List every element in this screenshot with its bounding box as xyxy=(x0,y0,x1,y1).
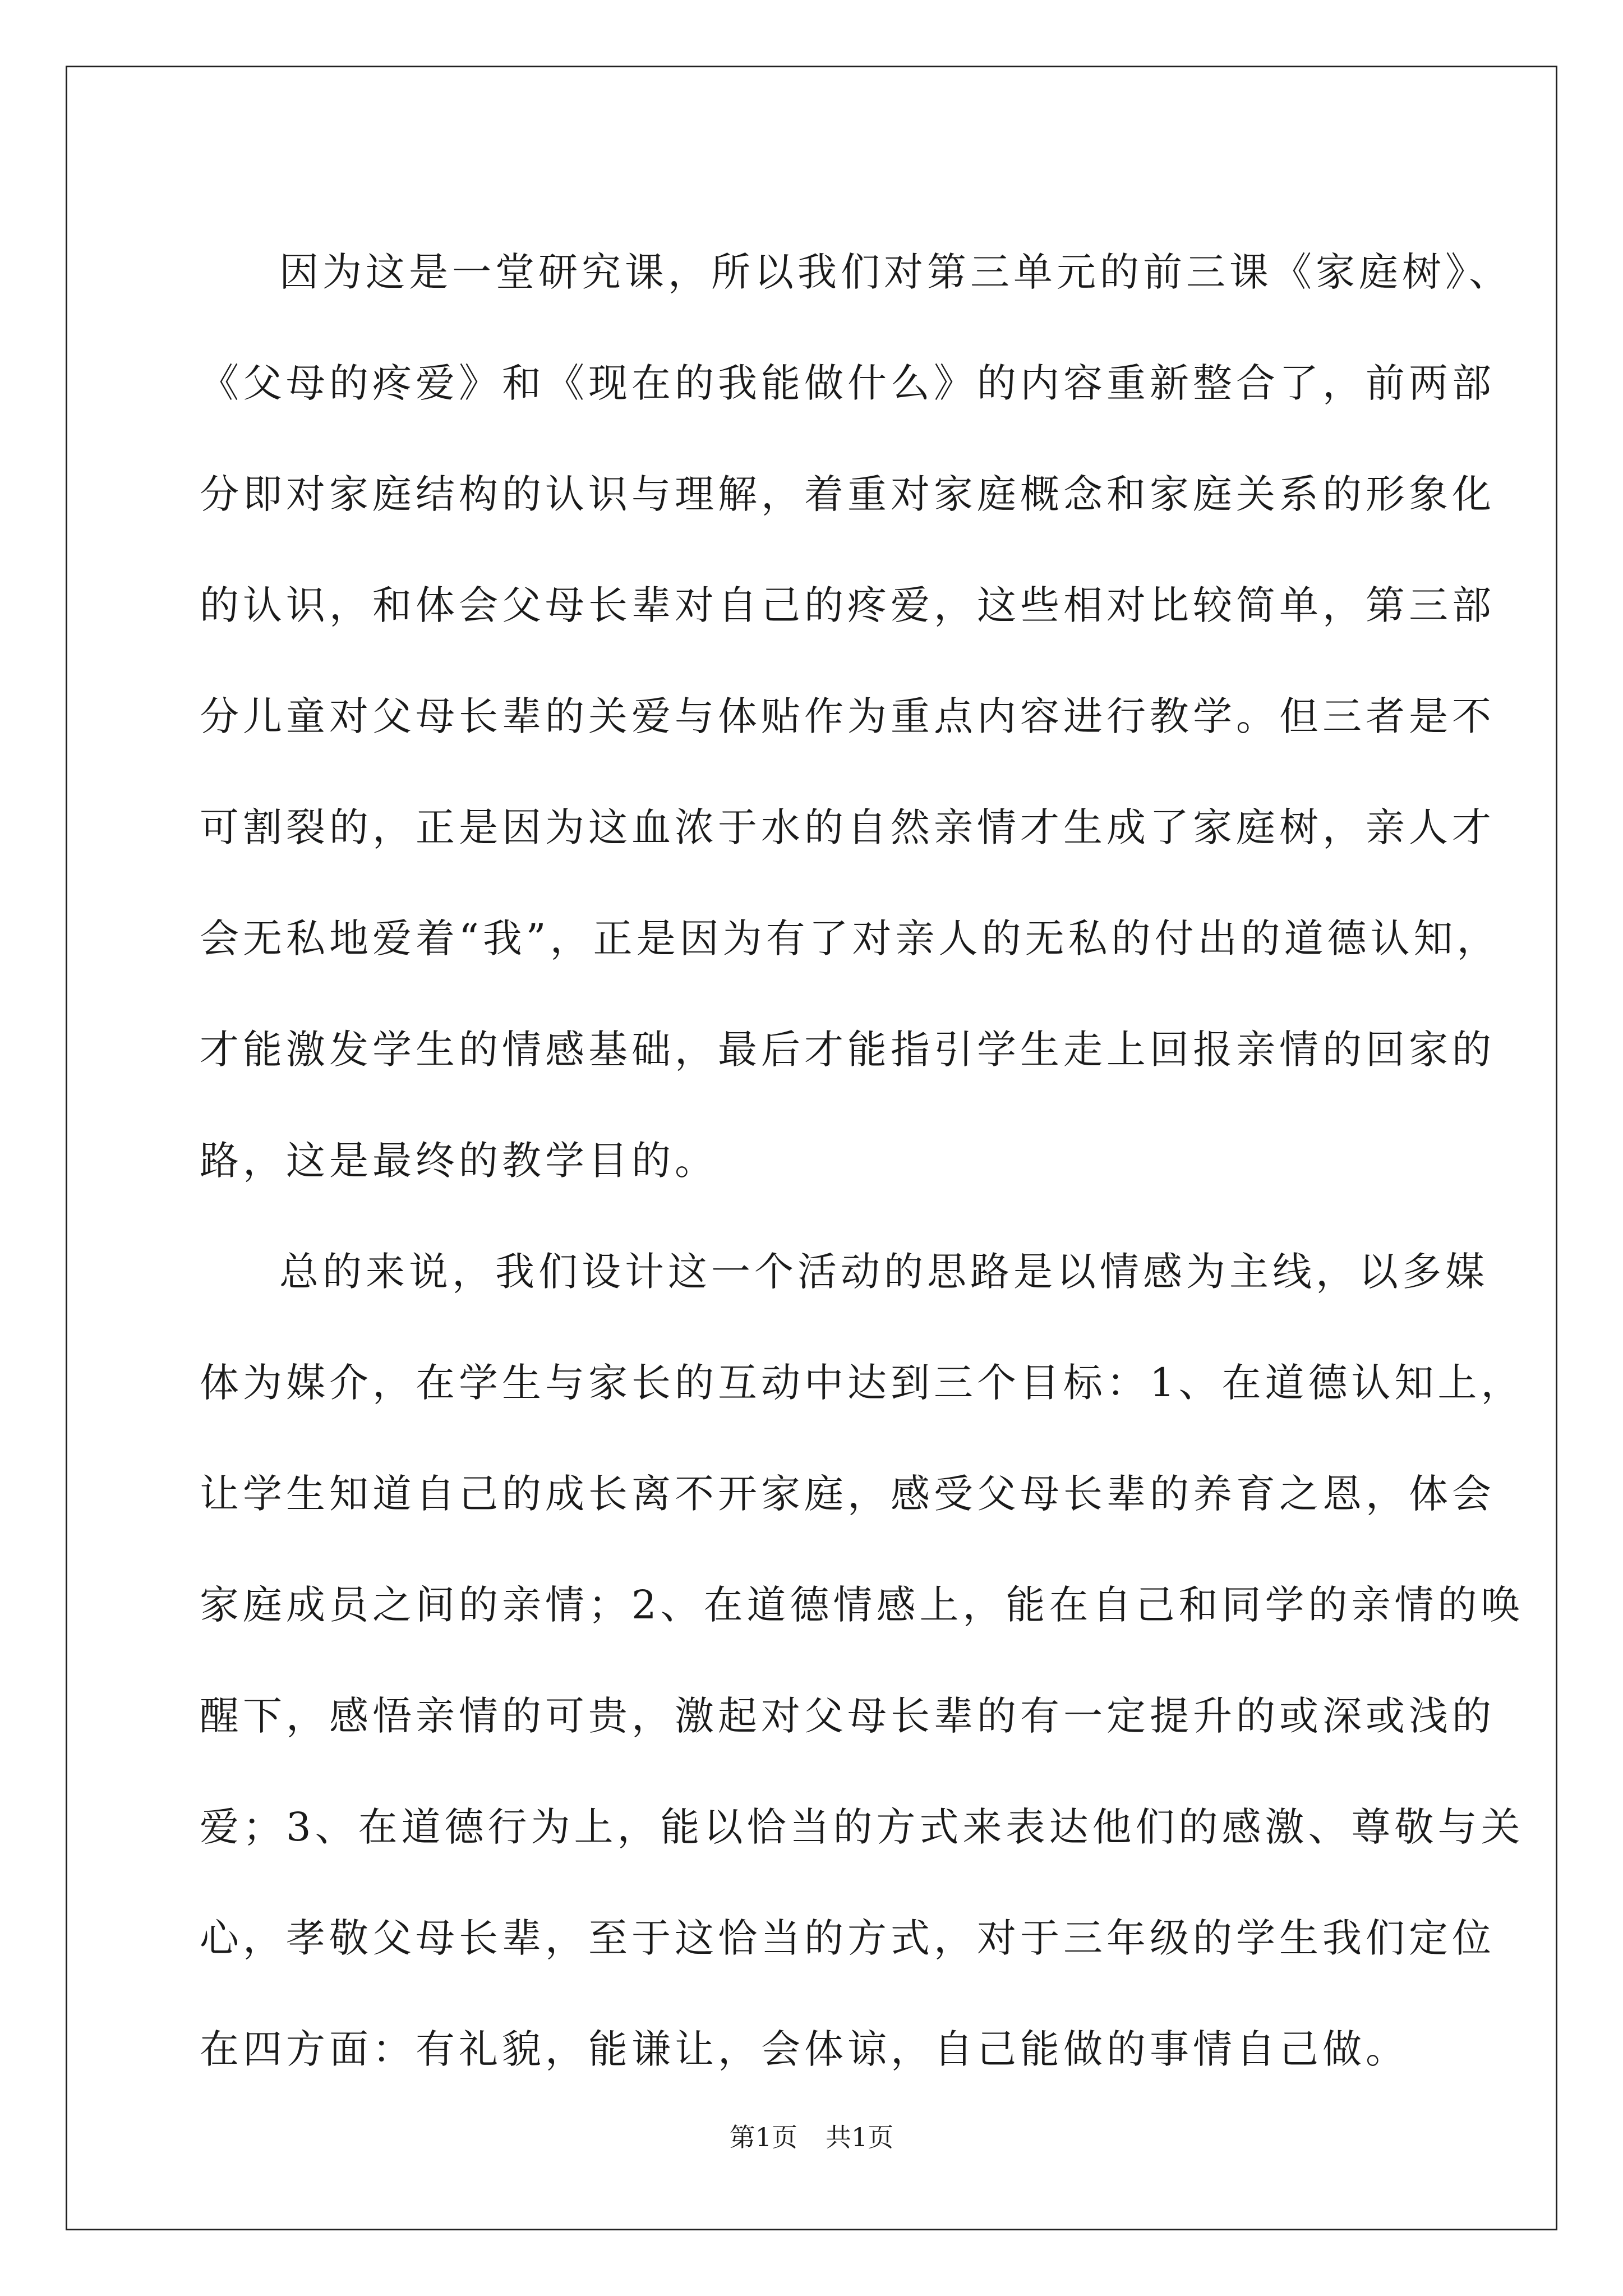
text-line: 可割裂的，正是因为这血浓于水的自然亲情才生成了家庭树，亲人才 xyxy=(200,804,1495,850)
text-line: 会无私地爱着“我”，正是因为有了对亲人的无私的付出的道德认知， xyxy=(200,915,1500,961)
text-line: 分即对家庭结构的认识与理解，着重对家庭概念和家庭关系的形象化 xyxy=(200,471,1495,517)
text-line: 总的来说，我们设计这一个活动的思路是以情感为主线，以多媒 xyxy=(279,1249,1488,1295)
text-line: 让学生知道自己的成长离不开家庭，感受父母长辈的养育之恩，体会 xyxy=(200,1471,1495,1517)
text-line: 家庭成员之间的亲情；2、在道德情感上，能在自己和同学的亲情的唤 xyxy=(200,1582,1524,1628)
page-number-current: 第1页 xyxy=(729,2122,797,2152)
page-footer xyxy=(0,2120,1623,2154)
text-line: 才能激发学生的情感基础，最后才能指引学生走上回报亲情的回家的 xyxy=(200,1027,1495,1073)
document-body xyxy=(200,217,1524,2105)
text-line: 在四方面：有礼貌，能谦让，会体谅，自己能做的事情自己做。 xyxy=(200,2026,1409,2072)
text-line: 爱；3、在道德行为上，能以恰当的方式来表达他们的感激、尊敬与关 xyxy=(200,1804,1524,1850)
page-number-total: 共1页 xyxy=(826,2122,894,2152)
text-line: 《父母的疼爱》和《现在的我能做什么》的内容重新整合了，前两部 xyxy=(200,360,1495,406)
text-line: 分儿童对父母长辈的关爱与体贴作为重点内容进行教学。但三者是不 xyxy=(200,693,1495,739)
paragraph-1 xyxy=(200,217,1512,1216)
text-line: 路，这是最终的教学目的。 xyxy=(200,1138,718,1184)
text-line: 因为这是一堂研究课，所以我们对第三单元的前三课《家庭树》、 xyxy=(279,249,1512,295)
paragraph-2 xyxy=(200,1216,1524,2105)
text-line: 的认识，和体会父母长辈对自己的疼爱，这些相对比较简单，第三部 xyxy=(200,582,1495,628)
text-line: 体为媒介，在学生与家长的互动中达到三个目标：1、在道德认知上， xyxy=(200,1360,1524,1406)
text-line: 醒下，感悟亲情的可贵，激起对父母长辈的有一定提升的或深或浅的 xyxy=(200,1693,1495,1739)
text-line: 心，孝敬父母长辈，至于这恰当的方式，对于三年级的学生我们定位 xyxy=(200,1915,1495,1961)
